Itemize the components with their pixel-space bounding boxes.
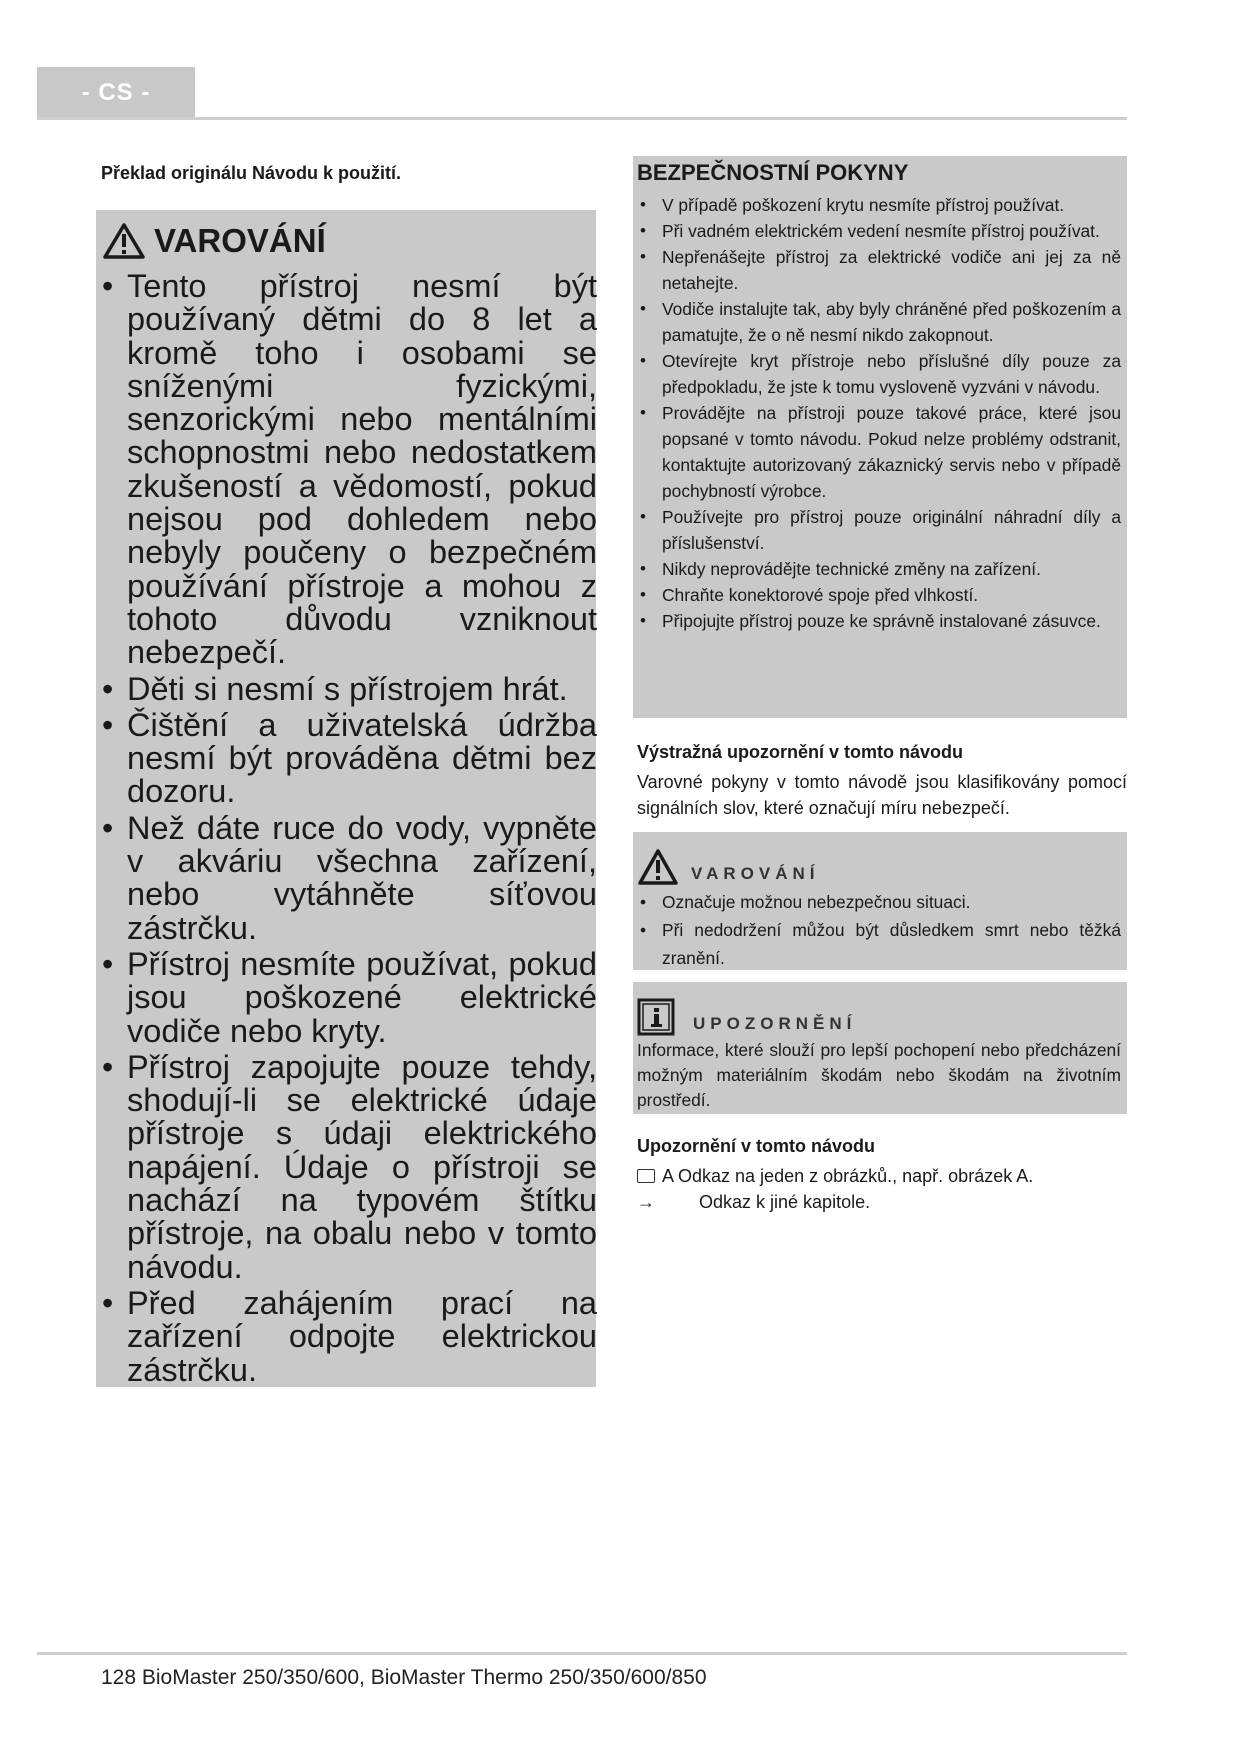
main-warning-box — [96, 210, 596, 1387]
notice-legend-header — [637, 990, 1121, 1036]
warning-legend-label: VAROVÁNÍ — [691, 864, 820, 883]
list-item: • Při nedodržení můžou být důsledkem smrt nebo těžká zranění. — [637, 916, 1121, 972]
arrow-right-icon: → — [637, 1192, 655, 1212]
figure-reference-text: A Odkaz na jeden z obrázků., např. obrázek A. — [662, 1166, 1034, 1186]
figure-box-icon — [637, 1169, 655, 1183]
notice-legend-text: Informace, které slouží pro lepší pochopení nebo předcházení možným materiálním škodám nebo škodám na životním prostředí. — [637, 1040, 1121, 1110]
notice-legend-box — [633, 982, 1127, 1114]
list-item: • Provádějte na přístroji pouze takové práce, které jsou popsané v tomto návodu. Pokud nelze problémy odstranit, kontaktujte autorizovaný zákaznický servis nebo v případě pochybností výrobce. — [637, 400, 1121, 504]
signal-words-text: Varovné pokyny v tomto návodě jsou klasifikovány pomocí signálních slov, které označují míru nebezpečí. — [637, 772, 1127, 818]
list-item: • Používejte pro přístroj pouze originální náhradní díly a příslušenství. — [637, 504, 1121, 556]
list-item: • Přístroj zapojujte pouze tehdy, shodují-li se elektrické údaje přístroje s údaji elektrického napájení. Údaje o přístroji se nachází na typovém štítku přístroje, na obalu nebo v tomto návodu. — [102, 1051, 597, 1284]
page-footer: 128 BioMaster 250/350/600, BioMaster Thermo 250/350/600/850 — [101, 1666, 707, 1689]
notes-section — [637, 1136, 1127, 1215]
signal-words-heading: Výstražná upozornění v tomto návodu — [637, 742, 964, 762]
list-item: • Tento přístroj nesmí být používaný dětmi do 8 let a kromě toho i osobami se sníženými fyzickými, senzorickými nebo mentálními schopnostmi nebo nedostatkem zkušeností a vědomostí, pokud nejsou pod dohledem nebo nebyly poučeny o bezpečném používání přístroje a mohou z tohoto důvodu vzniknout nebezpečí. — [102, 270, 597, 670]
list-item: • Připojujte přístroj pouze ke správně instalované zásuvce. — [637, 608, 1121, 634]
notes-heading: Upozornění v tomto návodu — [637, 1136, 875, 1156]
document-heading: Překlad originálu Návodu k použití. — [101, 163, 402, 183]
footer-divider — [37, 1652, 1127, 1655]
warning-triangle-icon — [637, 848, 679, 886]
warning-legend-list — [637, 888, 1121, 972]
list-item: • Vodiče instalujte tak, aby byly chráněné před poškozením a pamatujte, že o ně nesmí nikdo zakopnout. — [637, 296, 1121, 348]
chapter-reference-text: Odkaz k jiné kapitole. — [699, 1192, 871, 1212]
list-item: • Chraňte konektorové spoje před vlhkostí. — [637, 582, 1121, 608]
main-warning-title — [102, 216, 596, 266]
main-warning-list — [102, 270, 596, 1387]
warning-triangle-icon — [102, 222, 146, 260]
language-tab: - CS - — [37, 67, 195, 119]
header-divider — [37, 117, 1127, 120]
list-item: • Otevírejte kryt přístroje nebo příslušné díly pouze za předpokladu, že jste k tomu vysloveně vyzváni v návodu. — [637, 348, 1121, 400]
notice-legend-label: UPOZORNĚNÍ — [693, 1014, 857, 1033]
list-item: • Čištění a uživatelská údržba nesmí být prováděna dětmi bez dozoru. — [102, 709, 597, 809]
safety-instructions-box — [633, 156, 1127, 718]
list-item: • Označuje možnou nebezpečnou situaci. — [637, 888, 1121, 916]
list-item: • Přístroj nesmíte používat, pokud jsou poškozené elektrické vodiče nebo kryty. — [102, 948, 597, 1048]
warning-legend-box — [633, 832, 1127, 970]
list-item: • Děti si nesmí s přístrojem hrát. — [102, 673, 597, 706]
chapter-reference-row — [637, 1189, 1127, 1215]
list-item: • Při vadném elektrickém vedení nesmíte přístroj používat. — [637, 218, 1121, 244]
main-warning-label: VAROVÁNÍ — [154, 222, 326, 259]
safety-title: BEZPEČNOSTNÍ POKYNY — [637, 160, 909, 185]
list-item: • Než dáte ruce do vody, vypněte v akváriu všechna zařízení, nebo vytáhněte síťovou zástrčku. — [102, 812, 597, 945]
figure-reference-row — [637, 1163, 1127, 1189]
safety-list — [637, 192, 1121, 634]
signal-words-section — [637, 742, 1127, 821]
list-item: • V případě poškození krytu nesmíte přístroj používat. — [637, 192, 1121, 218]
info-icon — [637, 998, 675, 1036]
list-item: • Nikdy neprovádějte technické změny na zařízení. — [637, 556, 1121, 582]
list-item: • Nepřenášejte přístroj za elektrické vodiče ani jej za ně netahejte. — [637, 244, 1121, 296]
warning-legend-header — [637, 840, 1121, 886]
list-item: • Před zahájením prací na zařízení odpojte elektrickou zástrčku. — [102, 1287, 597, 1387]
